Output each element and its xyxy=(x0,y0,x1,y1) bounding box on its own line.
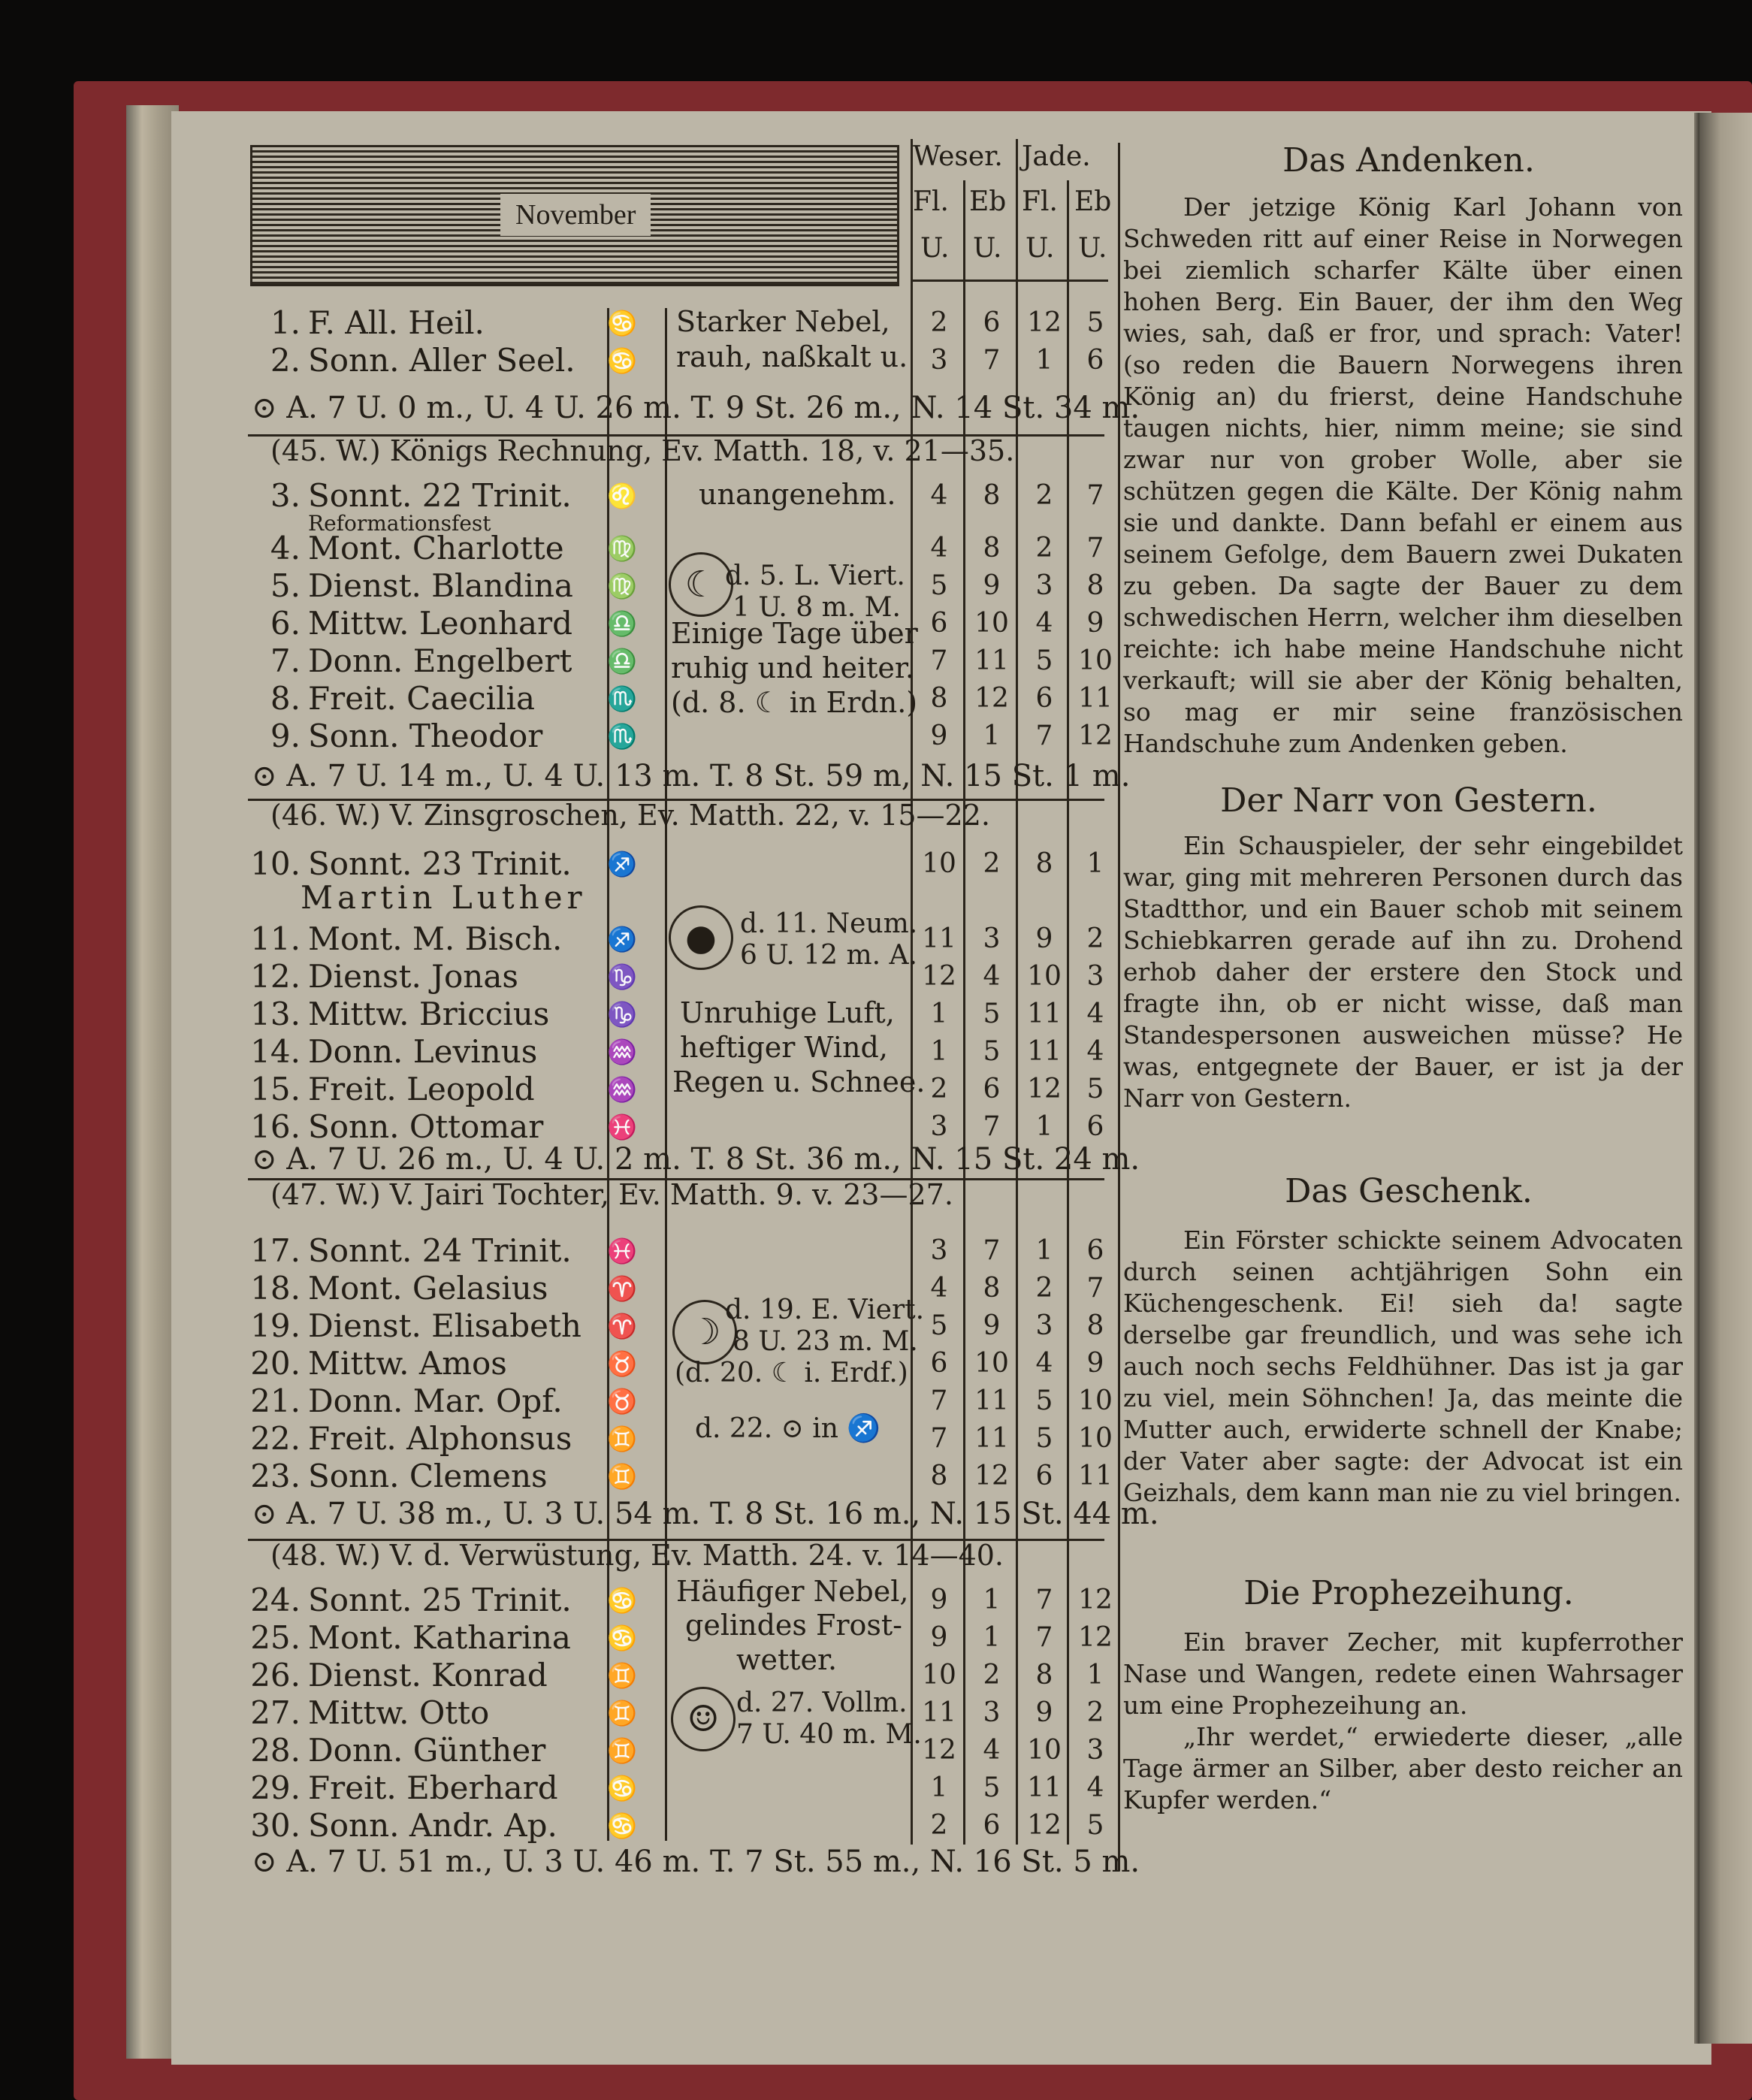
tide-value: 3 xyxy=(983,1697,1001,1728)
tide-value: 9 xyxy=(1035,923,1053,954)
tide-value: 1 xyxy=(1035,1111,1053,1142)
tide-value: 7 xyxy=(1035,721,1053,751)
tide-value: 7 xyxy=(1086,480,1104,511)
day-name: Sonn. Aller Seel. xyxy=(308,342,575,379)
weather-3a: Einige Tage über xyxy=(671,617,918,650)
zodiac-icon: ♌ xyxy=(607,482,637,510)
tide-value: 1 xyxy=(983,1622,1001,1653)
tide-value: 7 xyxy=(983,1235,1001,1266)
reformation-note: Reformationsfest xyxy=(308,511,491,536)
day-name: Freit. Alphonsus xyxy=(308,1420,572,1457)
zodiac-icon: ♎ xyxy=(607,609,637,638)
day-name: Mont. Gelasius xyxy=(308,1270,548,1307)
tide-value: 1 xyxy=(1086,848,1104,879)
day-name: Mittw. Otto xyxy=(308,1694,490,1731)
next-page-edge xyxy=(1699,113,1752,2044)
tide-value: 4 xyxy=(983,1735,1001,1766)
story-4-title: Die Prophezeihung. xyxy=(1243,1574,1574,1612)
day-number: 19. xyxy=(250,1307,301,1344)
day-name: Donn. Levinus xyxy=(308,1033,538,1070)
tide-value: 7 xyxy=(930,1423,948,1454)
day-number: 14. xyxy=(250,1033,301,1070)
day-name: Dienst. Blandina xyxy=(308,567,573,604)
tide-value: 5 xyxy=(983,1772,1001,1803)
zodiac-icon: ♋ xyxy=(607,1624,637,1652)
zodiac-icon: ♒ xyxy=(607,1075,637,1104)
tide-value: 5 xyxy=(983,1036,1001,1067)
story-4-text2: „Ihr werdet,“ erwiederte dieser, „alle Tage ärmer an Silber, aber desto reicher an Kupfer werden.“ xyxy=(1123,1722,1683,1814)
martin-luther-note: Martin Luther xyxy=(301,879,587,916)
table-rule xyxy=(665,308,667,1841)
day-number: 3. xyxy=(270,477,301,514)
day-number: 6. xyxy=(270,605,301,642)
tide-value: 7 xyxy=(1035,1585,1053,1615)
tide-value: 11 xyxy=(1027,1036,1062,1067)
zodiac-icon: ♓ xyxy=(607,1237,637,1265)
day-number: 28. xyxy=(250,1732,301,1769)
tide-value: 2 xyxy=(1086,1697,1104,1728)
zodiac-icon: ♊ xyxy=(607,1425,637,1453)
eb-label-1: Eb xyxy=(969,186,1007,217)
u-label-3: U. xyxy=(1026,233,1055,264)
day-number: 30. xyxy=(250,1807,301,1844)
zodiac-icon: ♊ xyxy=(607,1661,637,1690)
tide-value: 10 xyxy=(922,1660,956,1691)
moon-1a: d. 5. L. Viert. xyxy=(725,561,905,591)
tide-value: 3 xyxy=(983,923,1001,954)
story-2-body xyxy=(1123,830,1683,1114)
day-name: Freit. Eberhard xyxy=(308,1769,558,1806)
tide-value: 12 xyxy=(922,961,956,992)
sun-line-5: ⊙ A. 7 U. 51 m., U. 3 U. 46 m. T. 7 St. 55 m., N. 16 St. 5 m. xyxy=(252,1845,1140,1879)
day-number: 2. xyxy=(270,342,301,379)
tide-value: 2 xyxy=(930,1810,948,1841)
story-1-text: Der jetzige König Karl Johann von Schweden ritt auf einer Reise in Norwegen bei ziemlich scharfer Kälte über einen hohen Berg. Ein Bauer, der ihm den Weg wies, sah, daß er fror, und sprach: Vater! (so reden die Bauern Norwegens ihren König an) du frierst, deine Handschuhe taugen nichts, hier, nimm meine; sie sind zwar nur von grober Wolle, aber sie schützen gegen die Kälte. Der König nahm sie und dankte. Dann befahl er einem aus seinem Gefolge, dem Bauern zwei Dukaten zu geben. Da sagte der Bauer zu dem schwedischen Herrn, welcher ihm dieselben reichte: ich habe meine Handschuhe nicht verkauft; will sie aber der König behalten, so mag er mir seine französischen Handschuhe zum Andenken geben. xyxy=(1123,192,1683,758)
tide-value: 9 xyxy=(1086,1348,1104,1379)
day-number: 17. xyxy=(250,1232,301,1269)
tide-value: 12 xyxy=(1027,1074,1062,1104)
tide-value: 7 xyxy=(983,1111,1001,1142)
month-title: November xyxy=(500,194,651,236)
tide-value: 8 xyxy=(930,683,948,714)
zodiac-icon: ♑ xyxy=(607,1000,637,1029)
tide-value: 1 xyxy=(1035,1235,1053,1266)
day-number: 4. xyxy=(270,530,301,567)
story-2-title: Der Narr von Gestern. xyxy=(1220,781,1597,820)
day-number: 22. xyxy=(250,1420,301,1457)
day-name: Sonnt. 22 Trinit. xyxy=(308,477,572,514)
zodiac-icon: ♒ xyxy=(607,1038,637,1066)
weather-2: unangenehm. xyxy=(699,478,896,511)
tide-value: 4 xyxy=(930,1273,948,1304)
moon-3b: 8 U. 23 m. M. xyxy=(733,1326,918,1357)
tide-value: 1 xyxy=(930,999,948,1029)
story-3-text: Ein Förster schickte seinem Advocaten durch seinen achtjährigen Sohn ein Küchengeschenk. Ei! sieh da! sagte derselbe gar freundlich, und was sehe ich auch noch sechs Feldhühner. Das ist ja gar zu viel, mein Söhnchen! Ja, das meinte die Mutter auch, erwiderte schnell der Knabe; der Vater aber sagte: der Advocat ist ein Geizhals, dem kann man nie zu viel bringen. xyxy=(1123,1225,1683,1507)
tide-value: 12 xyxy=(1027,1810,1062,1841)
u-label-4: U. xyxy=(1078,233,1107,264)
sun-line-1: ⊙ A. 7 U. 0 m., U. 4 U. 26 m. T. 9 St. 26 m., N. 14 St. 34 m. xyxy=(252,391,1140,425)
story-4-text: Ein braver Zecher, mit kupferrother Nase und Wangen, redete einen Wahrsager um eine Prophezeihung an. xyxy=(1123,1627,1683,1720)
day-name: Sonn. Andr. Ap. xyxy=(308,1807,557,1844)
moon-4b: 7 U. 40 m. M. xyxy=(736,1719,922,1750)
tide-value: 5 xyxy=(1086,1810,1104,1841)
tide-value: 3 xyxy=(930,1111,948,1142)
tide-value: 10 xyxy=(1078,1423,1113,1454)
tide-value: 5 xyxy=(930,570,948,601)
week-46-header: (46. W.) V. Zinsgroschen, Ev. Matth. 22, v. 15—22. xyxy=(270,799,990,832)
tide-value: 6 xyxy=(983,1810,1001,1841)
tide-value: 5 xyxy=(1035,1385,1053,1416)
tide-value: 5 xyxy=(983,999,1001,1029)
zodiac-icon: ♋ xyxy=(607,346,637,375)
tide-value: 11 xyxy=(974,1423,1009,1454)
tide-value: 8 xyxy=(1035,848,1053,879)
tide-value: 6 xyxy=(930,1348,948,1379)
moon-3d: d. 22. ⊙ in ♐ xyxy=(695,1413,881,1444)
moon-4a: d. 27. Vollm. xyxy=(736,1688,908,1718)
tide-value: 3 xyxy=(1035,570,1053,601)
zodiac-icon: ♋ xyxy=(607,1586,637,1615)
tide-value: 2 xyxy=(930,1074,948,1104)
zodiac-icon: ♓ xyxy=(607,1113,637,1141)
day-number: 21. xyxy=(250,1382,301,1419)
tide-value: 9 xyxy=(930,1622,948,1653)
story-3-title: Das Geschenk. xyxy=(1285,1172,1533,1210)
tide-value: 11 xyxy=(1078,1461,1113,1491)
last-quarter-moon-icon: ☾ xyxy=(669,552,733,617)
fl-label-1: Fl. xyxy=(913,186,949,217)
day-number: 7. xyxy=(270,642,301,679)
u-label-2: U. xyxy=(973,233,1002,264)
tide-value: 5 xyxy=(1086,1074,1104,1104)
story-3-body xyxy=(1123,1225,1683,1509)
tide-value: 3 xyxy=(1035,1310,1053,1341)
tide-value: 7 xyxy=(1086,1273,1104,1304)
tide-value: 2 xyxy=(1035,480,1053,511)
new-moon-icon: ● xyxy=(669,905,733,970)
day-number: 18. xyxy=(250,1270,301,1307)
weather-5c: wetter. xyxy=(736,1643,838,1676)
tide-value: 1 xyxy=(930,1772,948,1803)
day-number: 24. xyxy=(250,1582,301,1618)
zodiac-icon: ♍ xyxy=(607,534,637,563)
day-number: 12. xyxy=(250,958,301,995)
weather-4b: heftiger Wind, xyxy=(680,1031,888,1064)
tide-value: 8 xyxy=(1086,1310,1104,1341)
zodiac-icon: ♉ xyxy=(607,1387,637,1416)
tide-value: 12 xyxy=(1078,721,1113,751)
tide-value: 11 xyxy=(974,1385,1009,1416)
weser-label: Weser. xyxy=(913,141,1003,172)
zodiac-icon: ♊ xyxy=(607,1699,637,1727)
day-number: 26. xyxy=(250,1657,301,1694)
day-name: Sonn. Clemens xyxy=(308,1458,548,1494)
zodiac-icon: ♏ xyxy=(607,722,637,751)
tide-value: 4 xyxy=(1035,1348,1053,1379)
tide-value: 2 xyxy=(930,307,948,338)
day-name: Freit. Leopold xyxy=(308,1071,535,1107)
tide-value: 8 xyxy=(930,1461,948,1491)
day-name: Mittw. Briccius xyxy=(308,996,550,1032)
tide-value: 5 xyxy=(930,1310,948,1341)
tide-value: 6 xyxy=(983,307,1001,338)
fl-label-2: Fl. xyxy=(1022,186,1058,217)
moon-2a: d. 11. Neum. xyxy=(740,908,918,939)
week-47-header: (47. W.) V. Jairi Tochter, Ev. Matth. 9. v. 23—27. xyxy=(270,1178,953,1211)
tide-value: 3 xyxy=(1086,1735,1104,1766)
moon-3c: (d. 20. ☾ i. Erdf.) xyxy=(675,1358,908,1388)
tide-value: 6 xyxy=(1035,1461,1053,1491)
tide-value: 5 xyxy=(1035,1423,1053,1454)
sun-line-4: ⊙ A. 7 U. 38 m., U. 3 U. 54 m. T. 8 St. 16 m., N. 15 St. 44 m. xyxy=(252,1497,1159,1531)
zodiac-icon: ♏ xyxy=(607,684,637,713)
tide-value: 8 xyxy=(1086,570,1104,601)
moon-1b: 1 U. 8 m. M. xyxy=(733,592,901,623)
zodiac-icon: ♑ xyxy=(607,962,637,991)
weather-5b: gelindes Frost- xyxy=(685,1609,903,1642)
tide-value: 4 xyxy=(1086,999,1104,1029)
tide-value: 3 xyxy=(930,345,948,376)
zodiac-icon: ♋ xyxy=(607,1811,637,1840)
tide-value: 10 xyxy=(1027,1735,1062,1766)
tide-value: 2 xyxy=(1035,1273,1053,1304)
tide-value: 7 xyxy=(983,345,1001,376)
day-number: 23. xyxy=(250,1458,301,1494)
tide-value: 9 xyxy=(930,1585,948,1615)
tide-value: 4 xyxy=(930,533,948,564)
tide-value: 5 xyxy=(1086,307,1104,338)
weather-4a: Unruhige Luft, xyxy=(680,996,895,1029)
tide-value: 4 xyxy=(1086,1772,1104,1803)
tide-value: 8 xyxy=(1035,1660,1053,1691)
tide-value: 6 xyxy=(1086,1235,1104,1266)
tide-value: 9 xyxy=(983,1310,1001,1341)
month-header-engraving xyxy=(250,145,899,286)
day-name: Mont. Charlotte xyxy=(308,530,564,567)
tide-value: 5 xyxy=(1035,645,1053,676)
tide-value: 7 xyxy=(930,1385,948,1416)
zodiac-icon: ♐ xyxy=(607,925,637,953)
table-rule xyxy=(1067,180,1069,1845)
tide-value: 12 xyxy=(1078,1585,1113,1615)
tide-value: 1 xyxy=(1086,1660,1104,1691)
weather-5a: Häufiger Nebel, xyxy=(676,1575,909,1608)
tide-value: 1 xyxy=(983,721,1001,751)
tide-value: 11 xyxy=(1078,683,1113,714)
day-name: Dienst. Konrad xyxy=(308,1657,548,1694)
tide-value: 9 xyxy=(930,721,948,751)
day-name: Sonnt. 23 Trinit. xyxy=(308,845,572,882)
day-name: Donn. Günther xyxy=(308,1732,546,1769)
day-name: Dienst. Elisabeth xyxy=(308,1307,581,1344)
day-number: 9. xyxy=(270,718,301,754)
day-number: 11. xyxy=(250,920,301,957)
tide-value: 2 xyxy=(983,848,1001,879)
table-rule xyxy=(963,180,965,1845)
tide-value: 9 xyxy=(1035,1697,1053,1728)
weather-3b: ruhig und heiter. xyxy=(671,651,914,684)
tide-value: 10 xyxy=(974,608,1009,639)
u-label-1: U. xyxy=(920,233,950,264)
day-number: 16. xyxy=(250,1108,301,1145)
tide-value: 12 xyxy=(1078,1622,1113,1653)
tide-value: 10 xyxy=(1027,961,1062,992)
day-number: 5. xyxy=(270,567,301,604)
tide-value: 12 xyxy=(974,683,1009,714)
tide-value: 12 xyxy=(974,1461,1009,1491)
tide-value: 10 xyxy=(974,1348,1009,1379)
tide-value: 11 xyxy=(1027,1772,1062,1803)
zodiac-icon: ♋ xyxy=(607,309,637,337)
story-4-body xyxy=(1123,1627,1683,1816)
day-number: 10. xyxy=(250,845,301,882)
zodiac-icon: ♎ xyxy=(607,647,637,675)
day-name: Mont. M. Bisch. xyxy=(308,920,563,957)
tide-value: 7 xyxy=(1035,1622,1053,1653)
day-name: Mont. Katharina xyxy=(308,1619,571,1656)
tide-value: 10 xyxy=(922,848,956,879)
tide-value: 9 xyxy=(1086,608,1104,639)
tide-value: 12 xyxy=(1027,307,1062,338)
day-name: Mittw. Amos xyxy=(308,1345,507,1382)
day-name: Freit. Caecilia xyxy=(308,680,535,717)
tide-value: 6 xyxy=(983,1074,1001,1104)
zodiac-icon: ♊ xyxy=(607,1462,637,1491)
tide-value: 4 xyxy=(930,480,948,511)
jade-label: Jade. xyxy=(1022,141,1091,172)
story-1-title: Das Andenken. xyxy=(1282,141,1535,180)
day-number: 25. xyxy=(250,1619,301,1656)
zodiac-icon: ♉ xyxy=(607,1349,637,1378)
tide-value: 6 xyxy=(1086,345,1104,376)
tide-value: 1 xyxy=(983,1585,1001,1615)
tide-value: 4 xyxy=(1086,1036,1104,1067)
moon-3a: d. 19. E. Viert. xyxy=(725,1295,925,1325)
day-name: Donn. Engelbert xyxy=(308,642,572,679)
moon-2b: 6 U. 12 m. A. xyxy=(740,940,917,971)
day-name: Sonnt. 25 Trinit. xyxy=(308,1582,572,1618)
zodiac-icon: ♋ xyxy=(607,1774,637,1802)
full-moon-icon: ☺ xyxy=(671,1687,736,1751)
story-2-text: Ein Schauspieler, der sehr eingebildet war, ging mit mehreren Personen durch das Stadtthor, und ein Bauer schob mit seinem Schiebkarren gerade auf ihn zu. Drohend erhob daher der erstere den Stock und fragte ihn, ob er nicht wisse, daß man Standespersonen ausweichen müsse? He was, entgegnete der Bauer, er ist ja der Narr von Gestern. xyxy=(1123,831,1683,1113)
day-name: Dienst. Jonas xyxy=(308,958,518,995)
sun-line-3: ⊙ A. 7 U. 26 m., U. 4 U. 2 m. T. 8 St. 36 m., N. 15 St. 24 m. xyxy=(252,1142,1140,1177)
weather-1b: rauh, naßkalt u. xyxy=(676,340,908,373)
zodiac-icon: ♊ xyxy=(607,1736,637,1765)
tide-value: 12 xyxy=(922,1735,956,1766)
tide-value: 9 xyxy=(983,570,1001,601)
day-name: F. All. Heil. xyxy=(308,304,485,341)
tide-value: 11 xyxy=(974,645,1009,676)
tide-value: 3 xyxy=(1086,961,1104,992)
tide-value: 10 xyxy=(1078,1385,1113,1416)
zodiac-icon: ♐ xyxy=(607,850,637,878)
day-name: Sonn. Ottomar xyxy=(308,1108,544,1145)
day-name: Donn. Mar. Opf. xyxy=(308,1382,563,1419)
day-number: 8. xyxy=(270,680,301,717)
tide-value: 6 xyxy=(1086,1111,1104,1142)
day-number: 1. xyxy=(270,304,301,341)
tide-value: 7 xyxy=(930,645,948,676)
tide-value: 6 xyxy=(1035,683,1053,714)
tide-value: 4 xyxy=(983,961,1001,992)
zodiac-icon: ♈ xyxy=(607,1312,637,1340)
day-number: 15. xyxy=(250,1071,301,1107)
week-45-header: (45. W.) Königs Rechnung, Ev. Matth. 18, v. 21—35. xyxy=(270,434,1015,467)
day-number: 20. xyxy=(250,1345,301,1382)
weather-1a: Starker Nebel, xyxy=(676,305,890,338)
tide-value: 7 xyxy=(1086,533,1104,564)
tide-value: 11 xyxy=(1027,999,1062,1029)
tide-value: 1 xyxy=(930,1036,948,1067)
tide-value: 8 xyxy=(983,533,1001,564)
tide-value: 8 xyxy=(983,1273,1001,1304)
tide-value: 1 xyxy=(1035,345,1053,376)
tide-value: 2 xyxy=(1035,533,1053,564)
day-name: Sonnt. 24 Trinit. xyxy=(308,1232,572,1269)
first-quarter-moon-icon: ☽ xyxy=(672,1300,737,1364)
tide-value: 3 xyxy=(930,1235,948,1266)
tide-value: 2 xyxy=(983,1660,1001,1691)
weather-3c: (d. 8. ☾ in Erdn.) xyxy=(671,686,918,719)
day-name: Mittw. Leonhard xyxy=(308,605,572,642)
week-48-header: (48. W.) V. d. Verwüstung, Ev. Matth. 24. v. 14—40. xyxy=(270,1539,1004,1572)
day-name: Sonn. Theodor xyxy=(308,718,543,754)
sun-line-2: ⊙ A. 7 U. 14 m., U. 4 U. 13 m. T. 8 St. 59 m, N. 15 St. 1 m. xyxy=(252,759,1131,793)
tide-value: 2 xyxy=(1086,923,1104,954)
zodiac-icon: ♈ xyxy=(607,1274,637,1303)
tide-value: 4 xyxy=(1035,608,1053,639)
weather-4c: Regen u. Schnee. xyxy=(672,1065,926,1098)
zodiac-icon: ♍ xyxy=(607,572,637,600)
tide-value: 6 xyxy=(930,608,948,639)
day-number: 29. xyxy=(250,1769,301,1806)
tide-value: 11 xyxy=(922,1697,956,1728)
tide-value: 11 xyxy=(922,923,956,954)
tide-value: 10 xyxy=(1078,645,1113,676)
day-number: 27. xyxy=(250,1694,301,1731)
tide-value: 8 xyxy=(983,480,1001,511)
table-rule xyxy=(913,279,1108,282)
day-number: 13. xyxy=(250,996,301,1032)
story-1-body xyxy=(1123,192,1683,760)
eb-label-2: Eb xyxy=(1074,186,1112,217)
